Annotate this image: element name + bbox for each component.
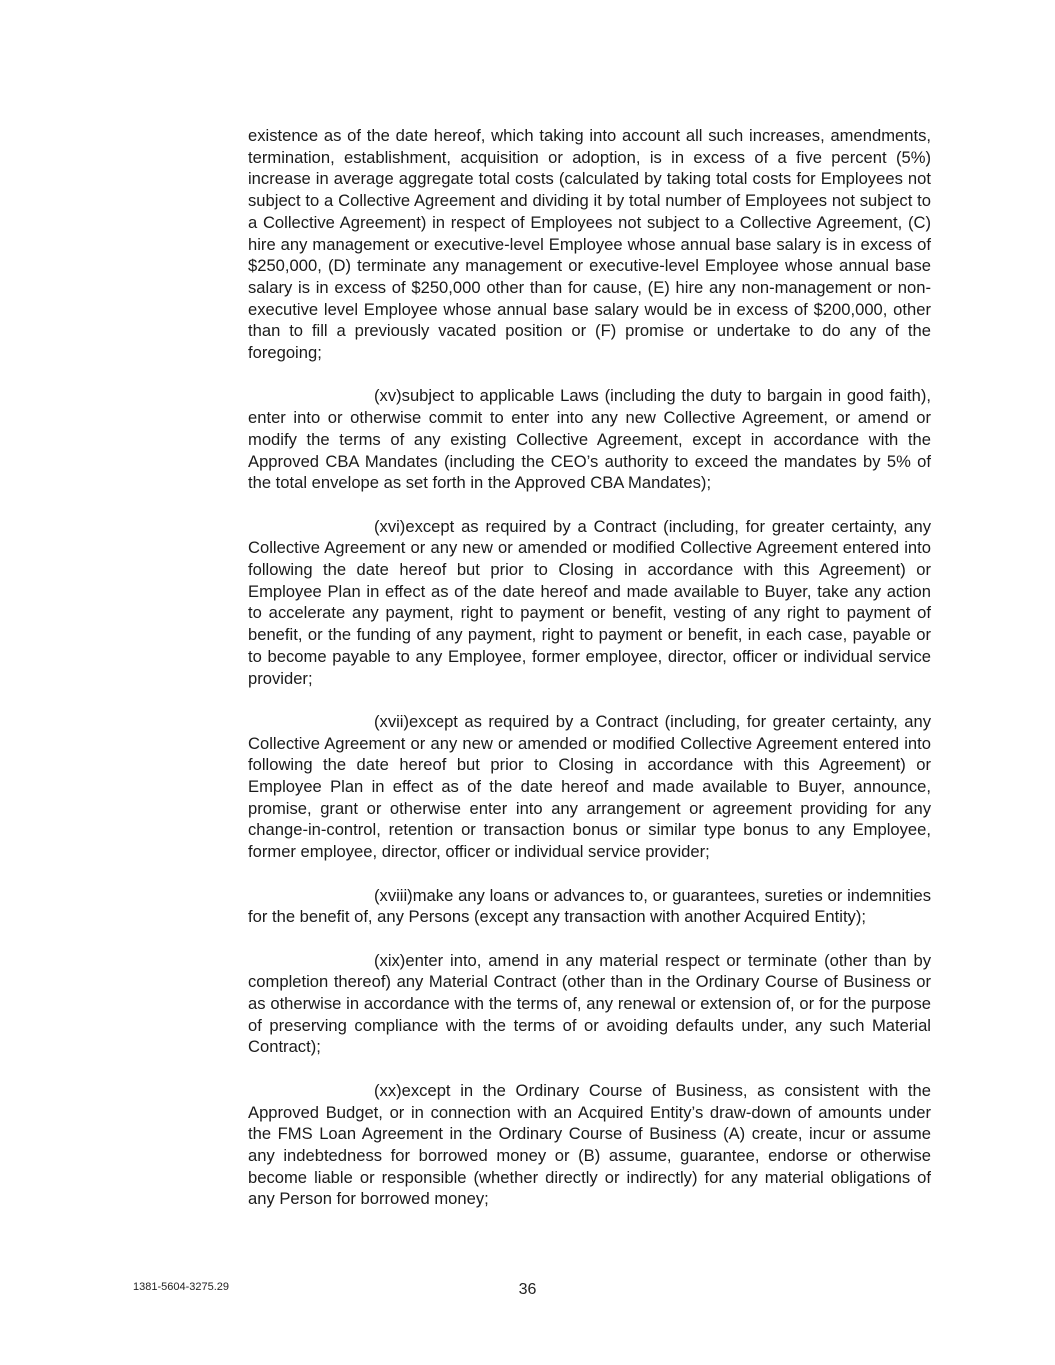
footer-document-id: 1381-5604-3275.29 — [133, 1281, 230, 1293]
paragraph-text: except as required by a Contract (including, for greater certainty, any Collective Agreement or any new or amended or modified Collective Agreement entered into following the date hereof but prior to Closing in accordance with this Agreement) or Employee Plan in effect as of the date hereof and made available to Buyer, take any action to accelerate any payment, right to payment or benefit, vesting of any right to payment of benefit, or the funding of any payment, right to payment or benefit, in each case, payable or to become payable to any Employee, former employee, director, officer or individual service provider; — [248, 516, 931, 688]
paragraph-xv — [248, 385, 931, 494]
paragraph-number: (xvii) — [374, 711, 410, 731]
paragraph-number: (xv) — [374, 386, 402, 406]
paragraph-xx — [248, 1080, 931, 1210]
paragraph-number: (xvi) — [374, 516, 406, 536]
paragraph-number: (xviii) — [374, 885, 413, 905]
paragraph-xvi — [248, 516, 931, 690]
paragraph-xvii — [248, 711, 931, 863]
paragraph-xix — [248, 950, 931, 1059]
paragraph-text: except in the Ordinary Course of Business, as consistent with the Approved Budget, or in connection with an Acquired Entity’s draw-down of amounts under the FMS Loan Agreement in the Ordinary Course of Business (A) create, incur or assume any indebtedness for borrowed money or (B) assume, guarantee, endorse or otherwise become liable or responsible (whether directly or indirectly) for any material obligations of any Person for borrowed money; — [248, 1080, 931, 1209]
paragraph-text: subject to applicable Laws (including the duty to bargain in good faith), enter into or otherwise commit to enter into any new Collective Agreement, or amend or modify the terms of any existing Collective Agreement, except in accordance with the Approved CBA Mandates (including the CEO’s authority to exceed the mandates by 5% of the total envelope as set forth in the Approved CBA Mandates); — [248, 386, 931, 493]
paragraph-continuation — [248, 125, 931, 364]
paragraph-text: make any loans or advances to, or guarantees, sureties or indemnities for the benefit of, any Persons (except any transaction with another Acquired Entity); — [248, 885, 931, 927]
paragraph-text: enter into, amend in any material respect or terminate (other than by completion thereof) any Material Contract (other than in the Ordinary Course of Business or as otherwise in accordance with the terms of, any renewal or extension of, or for the purpose of preserving compliance with the terms of or avoiding defaults under, any such Material Contract); — [248, 950, 931, 1057]
footer-page-number: 36 — [518, 1281, 537, 1298]
paragraph-text: existence as of the date hereof, which taking into account all such increases, amendments, termination, establishment, acquisition or adoption, is in excess of a five percent (5%) increase in average aggregate total costs (calculated by taking total costs for Employees not subject to a Collective Agreement and dividing it by total number of Employees not subject to a Collective Agreement) in respect of Employees not subject to a Collective Agreement, (C) hire any management or executive-level Employee whose annual base salary is in excess of $250,000, (D) terminate any management or executive-level Employee whose annual base salary is in excess of $250,000 other than for cause, (E) hire any non-management or non-executive level Employee whose annual base salary would be in excess of $200,000, other than to fill a previously vacated position or (F) promise or undertake to do any of the foregoing; — [248, 126, 931, 363]
paragraph-text: except as required by a Contract (including, for greater certainty, any Collective Agreement or any new or amended or modified Collective Agreement entered into following the date hereof but prior to Closing in accordance with this Agreement) or Employee Plan in effect as of the date hereof and made available to Buyer, announce, promise, grant or otherwise enter into any arrangement or agreement providing for any change-in-control, retention or transaction bonus or similar type bonus to any Employee, former employee, director, officer or individual service provider; — [248, 711, 931, 862]
paragraph-number: (xx) — [374, 1080, 402, 1100]
document-body — [248, 125, 931, 1232]
paragraph-number: (xix) — [374, 950, 406, 970]
paragraph-xviii — [248, 885, 931, 928]
